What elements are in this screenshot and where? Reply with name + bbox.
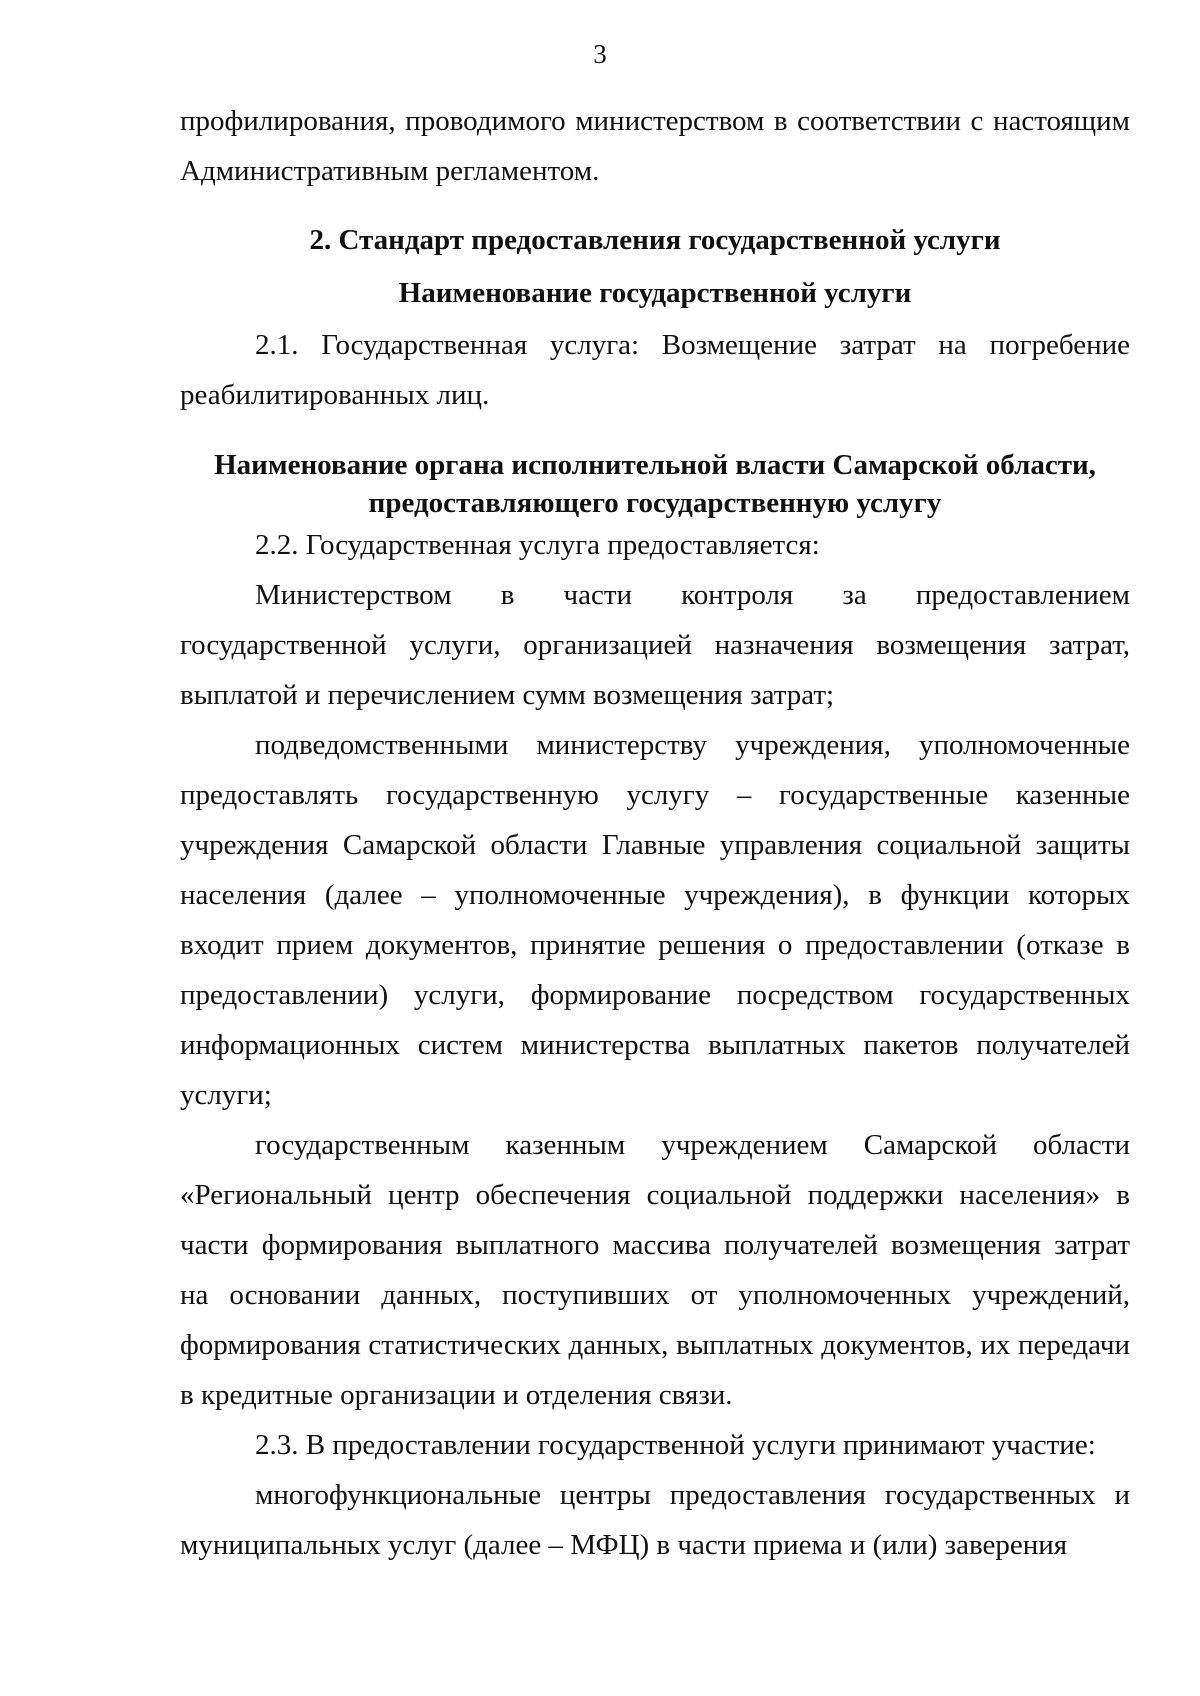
document-body-top [180,96,1130,196]
clause-2-1-block [180,320,1130,420]
section-title: 2. Стандарт предоставления государственной услуги [309,224,1001,256]
organ-subtitle-block [180,446,1130,522]
regional-center-paragraph: государственным казенным учреждением Самарской области «Региональный центр обеспечения социальной поддержки населения» в части формирования выплатного массива получателей возмещения затрат на основании данных, поступивших от уполномоченных учреждений, формирования статистических данных, выплатных документов, их передачи в кредитные организации и отделения связи. [180,1129,1130,1411]
continuation-paragraph: профилирования, проводимого министерством в соответствии с настоящим Административным регламентом. [180,105,1130,187]
mfc-paragraph: многофункциональные центры предоставления государственных и муниципальных услуг (далее – МФЦ) в части приема и (или) заверения [180,1479,1130,1561]
clause-2-2: 2.2. Государственная услуга предоставляется: [255,529,820,561]
service-name-block [180,268,1130,318]
clause-2-3: 2.3. В предоставлении государственной услуги принимают участие: [255,1429,1096,1461]
subtitle-service-name: Наименование государственной услуги [398,277,912,309]
page-number: 3 [593,39,607,69]
section-2-block [180,215,1130,265]
clause-2-2-block [180,520,1130,1570]
subtitle-organ-line2: предоставляющего государственную услугу [368,487,942,519]
subtitle-organ-line1: Наименование органа исполнительной власти Самарской области, [214,449,1096,481]
clause-2-1: 2.1. Государственная услуга: Возмещение затрат на погребение реабилитированных лиц. [180,329,1130,411]
ministry-paragraph: Министерством в части контроля за предоставлением государственной услуги, организацией назначения возмещения затрат, выплатой и перечислением сумм возмещения затрат; [180,579,1130,711]
subordinate-paragraph: подведомственными министерству учреждения, уполномоченные предоставлять государственную услугу – государственные казенные учреждения Самарской области Главные управления социальной защиты населения (далее – уполномоченные учреждения), в функции которых входит прием документов, принятие решения о предоставлении (отказе в предоставлении) услуги, формирование посредством государственных информационных систем министерства выплатных пакетов получателей услуги; [180,729,1130,1111]
